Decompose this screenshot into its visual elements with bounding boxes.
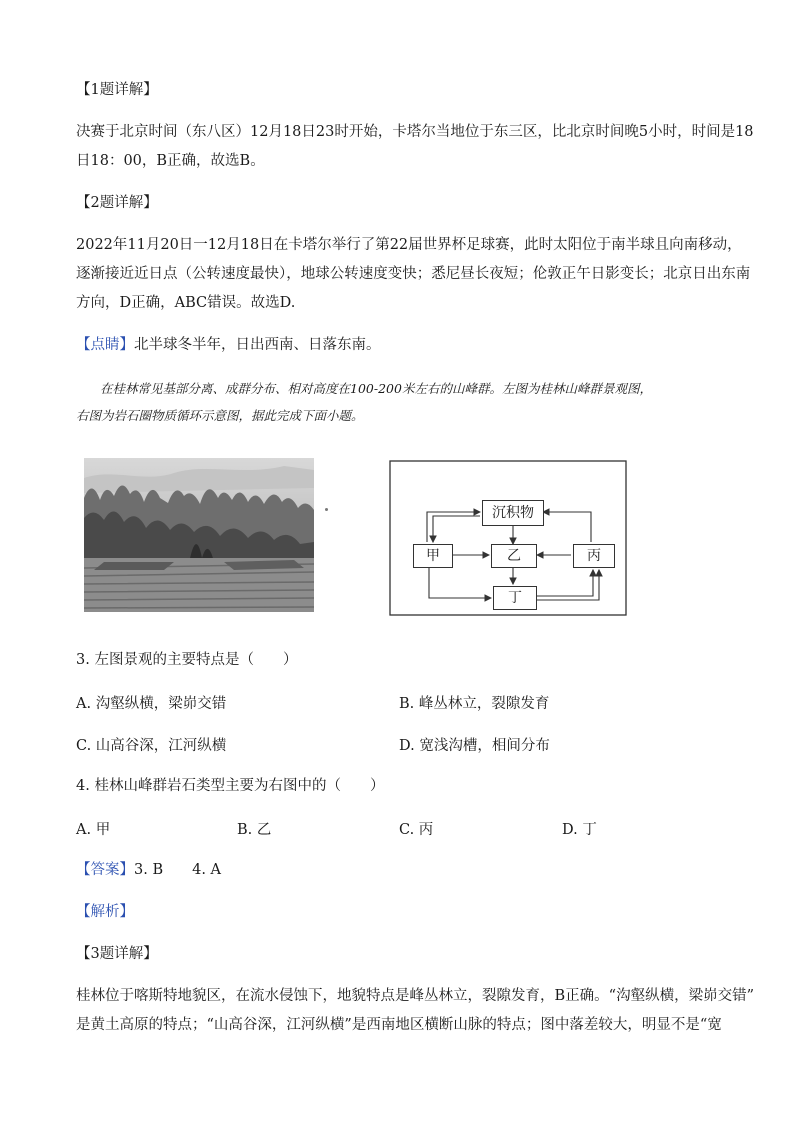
q1-heading: 【1题详解】: [76, 82, 158, 98]
box-jia: 甲: [413, 544, 453, 568]
rock-cycle-diagram: [389, 460, 629, 618]
intro-line-1: 在桂林常见基部分离、成群分布、相对高度在100-200米左右的山峰群。左图为桂林山峰群景观图，: [100, 381, 652, 396]
box-yi: 乙: [491, 544, 537, 568]
q3-analysis-line-1: 桂林位于喀斯特地貌区，在流水侵蚀下，地貌特点是峰丛林立，裂隙发育，B正确。“沟壑纵横，梁峁交错”: [76, 988, 754, 1004]
q2-text-line-2: 逐渐接近近日点（公转速度最快），地球公转速度变快；悉尼昼长夜短；伦敦正午日影变长；北京日出东南: [76, 266, 751, 282]
box-bing: 丙: [573, 544, 615, 568]
q1-text-line-2: 日18：00，B正确，故选B。: [76, 153, 265, 169]
q3-option-c: C. 山高谷深，江河纵横: [76, 738, 227, 754]
q4-option-a: A. 甲: [76, 822, 111, 838]
answer-label: 【答案】: [76, 862, 134, 878]
q1-text-line-1: 决赛于北京时间（东八区）12月18日23时开始，卡塔尔当地位于东三区，比北京时间晚5小时，时间是18: [76, 124, 754, 140]
q2-heading: 【2题详解】: [76, 195, 158, 211]
q3-analysis-heading: 【3题详解】: [76, 946, 158, 962]
tip-line: [76, 335, 726, 355]
q4-option-d: D. 丁: [562, 822, 597, 838]
q3-analysis-line-2: 是黄土高原的特点；“山高谷深，江河纵横”是西南地区横断山脉的特点；图中落差较大，明显不是“宽: [76, 1017, 722, 1033]
q3-stem: 3. 左图景观的主要特点是（ ）: [76, 652, 298, 668]
q3-option-a: A. 沟壑纵横，梁峁交错: [76, 696, 227, 712]
q2-text-line-3: 方向，D正确，ABC错误。故选D.: [76, 295, 296, 311]
box-sediment: 沉积物: [482, 500, 544, 526]
q3-option-b: B. 峰丛林立，裂隙发育: [399, 696, 550, 712]
q4-option-c: C. 丙: [399, 822, 434, 838]
answer-value: 3. B 4. A: [134, 862, 222, 878]
analysis-label: 【解析】: [76, 904, 134, 920]
box-ding: 丁: [493, 586, 537, 610]
q2-text-line-1: 2022年11月20日一12月18日在卡塔尔举行了第22届世界杯足球赛，此时太阳位于南半球且向南移动，: [76, 237, 742, 253]
q3-option-d: D. 宽浅沟槽，相间分布: [399, 738, 550, 754]
tip-label: 【点睛】: [76, 337, 134, 353]
tip-text: 北半球冬半年，日出西南、日落东南。: [134, 337, 381, 353]
stray-dot: [325, 508, 328, 511]
answer-line: [76, 860, 726, 880]
q4-option-b: B. 乙: [237, 822, 272, 838]
q4-stem: 4. 桂林山峰群岩石类型主要为右图中的（ ）: [76, 778, 385, 794]
intro-line-2: 右图为岩石圈物质循环示意图，据此完成下面小题。: [76, 408, 364, 423]
guilin-landscape-photo: [84, 458, 314, 612]
